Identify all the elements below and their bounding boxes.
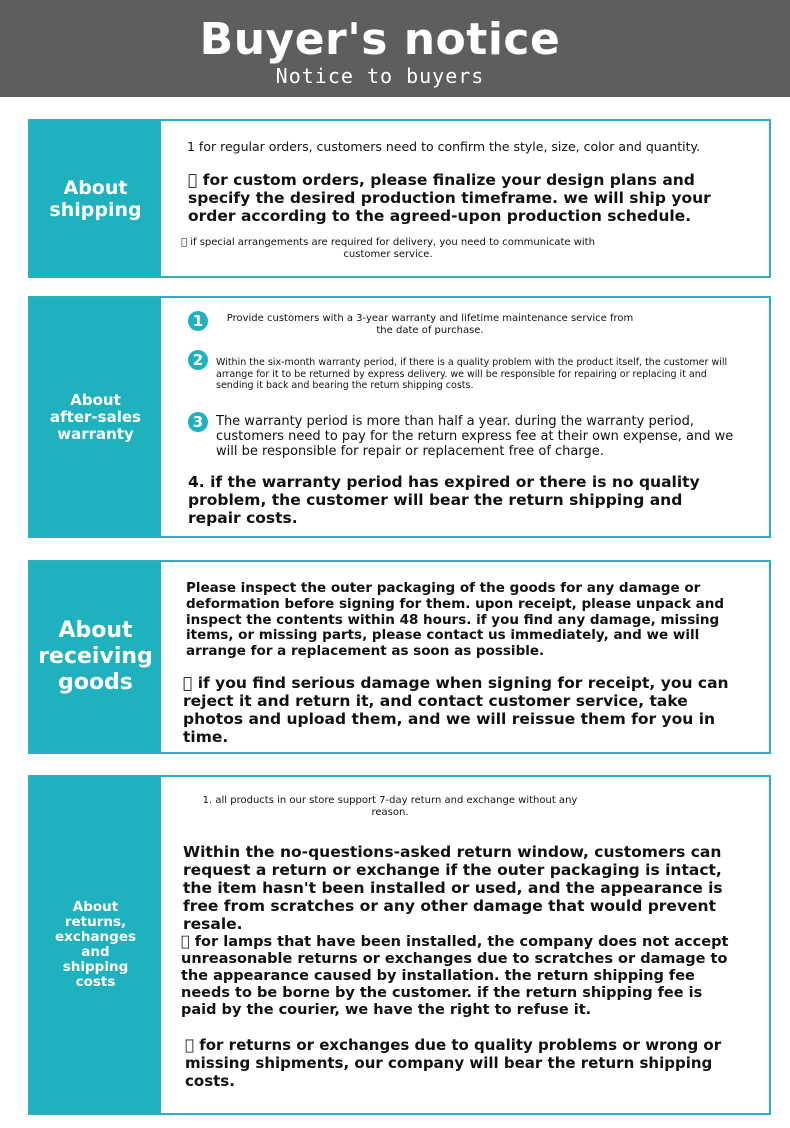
returns-item-3:   for lamps that have been installed, the company does not accept unreasonable returns or exchanges due to scratches or damage to the appearance caused by installation. the return shipping fee needs to be borne by the customer. if the return shipping fee is paid by the courier, we have the right to refuse it.	[181, 934, 729, 1018]
page-subtitle: Notice to buyers	[275, 64, 485, 88]
warranty-section	[28, 296, 771, 538]
returns-side-label	[30, 777, 161, 1113]
shipping-item-3:   if special arrangements are required for delivery, you need to communicate with customer service.	[181, 237, 595, 260]
warranty-side-label	[30, 298, 161, 536]
shipping-item-1: 1 for regular orders, customers need to confirm the style, size, color and quantity.	[187, 139, 701, 154]
number-two-badge: 2	[188, 350, 208, 370]
warranty-item-1: Provide customers with a 3-year warranty and lifetime maintenance service from the date of purchase.	[226, 313, 634, 336]
shipping-section	[28, 119, 771, 278]
receiving-section	[28, 560, 771, 754]
number-three-badge: 3	[188, 412, 208, 432]
shipping-side-label	[30, 121, 161, 276]
warranty-item-3: The warranty period is more than half a year. during the warranty period, customers need to pay for the return express fee at their own expense, and we will be responsible for repair or replacement free of charge.	[216, 414, 734, 459]
receiving-item-2:   if you find serious damage when signing for receipt, you can reject it and return it, and contact customer service, take photos and upload them, and we will reissue them for you in time.	[183, 674, 729, 746]
returns-item-4:   for returns or exchanges due to quality problems or wrong or missing shipments, our company will bear the return shipping costs.	[185, 1036, 722, 1090]
page-header	[0, 0, 790, 97]
shipping-heading: About shipping	[49, 176, 142, 221]
returns-item-1: 1. all products in our store support 7-day return and exchange without any reason.	[202, 795, 578, 818]
shipping-item-2:   for custom orders, please finalize your design plans and specify the desired production timeframe. we will ship your order according to the agreed-upon production schedule.	[188, 171, 711, 225]
warranty-item-4: 4. if the warranty period has expired or there is no quality problem, the customer will bear the return shipping and repair costs.	[188, 473, 700, 527]
page-title: Buyer's notice	[199, 14, 561, 65]
receiving-heading: About receiving goods	[38, 618, 153, 695]
receiving-side-label	[30, 562, 161, 752]
number-one-badge: 1	[188, 311, 208, 331]
returns-item-2: Within the no-questions-asked return window, customers can request a return or exchange if the outer packaging is intact, the item hasn't been installed or used, and the appearance is free from scratches or any other damage that would prevent resale.	[183, 843, 723, 933]
warranty-item-2: Within the six-month warranty period, if there is a quality problem with the product itself, the customer will arrange for it to be returned by express delivery. we will be responsible for repairing or replacing it and sending it back and bearing the return shipping costs.	[216, 357, 728, 391]
returns-section	[28, 775, 771, 1115]
returns-heading: About returns, exchanges and shipping costs	[54, 899, 137, 990]
warranty-heading: About after-sales warranty	[50, 390, 141, 443]
receiving-item-1: Please inspect the outer packaging of the goods for any damage or deformation before signing for them. upon receipt, please unpack and inspect the contents within 48 hours. if you find any damage, missing items, or missing parts, please contact us immediately, and we will arrange for a replacement as soon as possible.	[186, 580, 725, 660]
